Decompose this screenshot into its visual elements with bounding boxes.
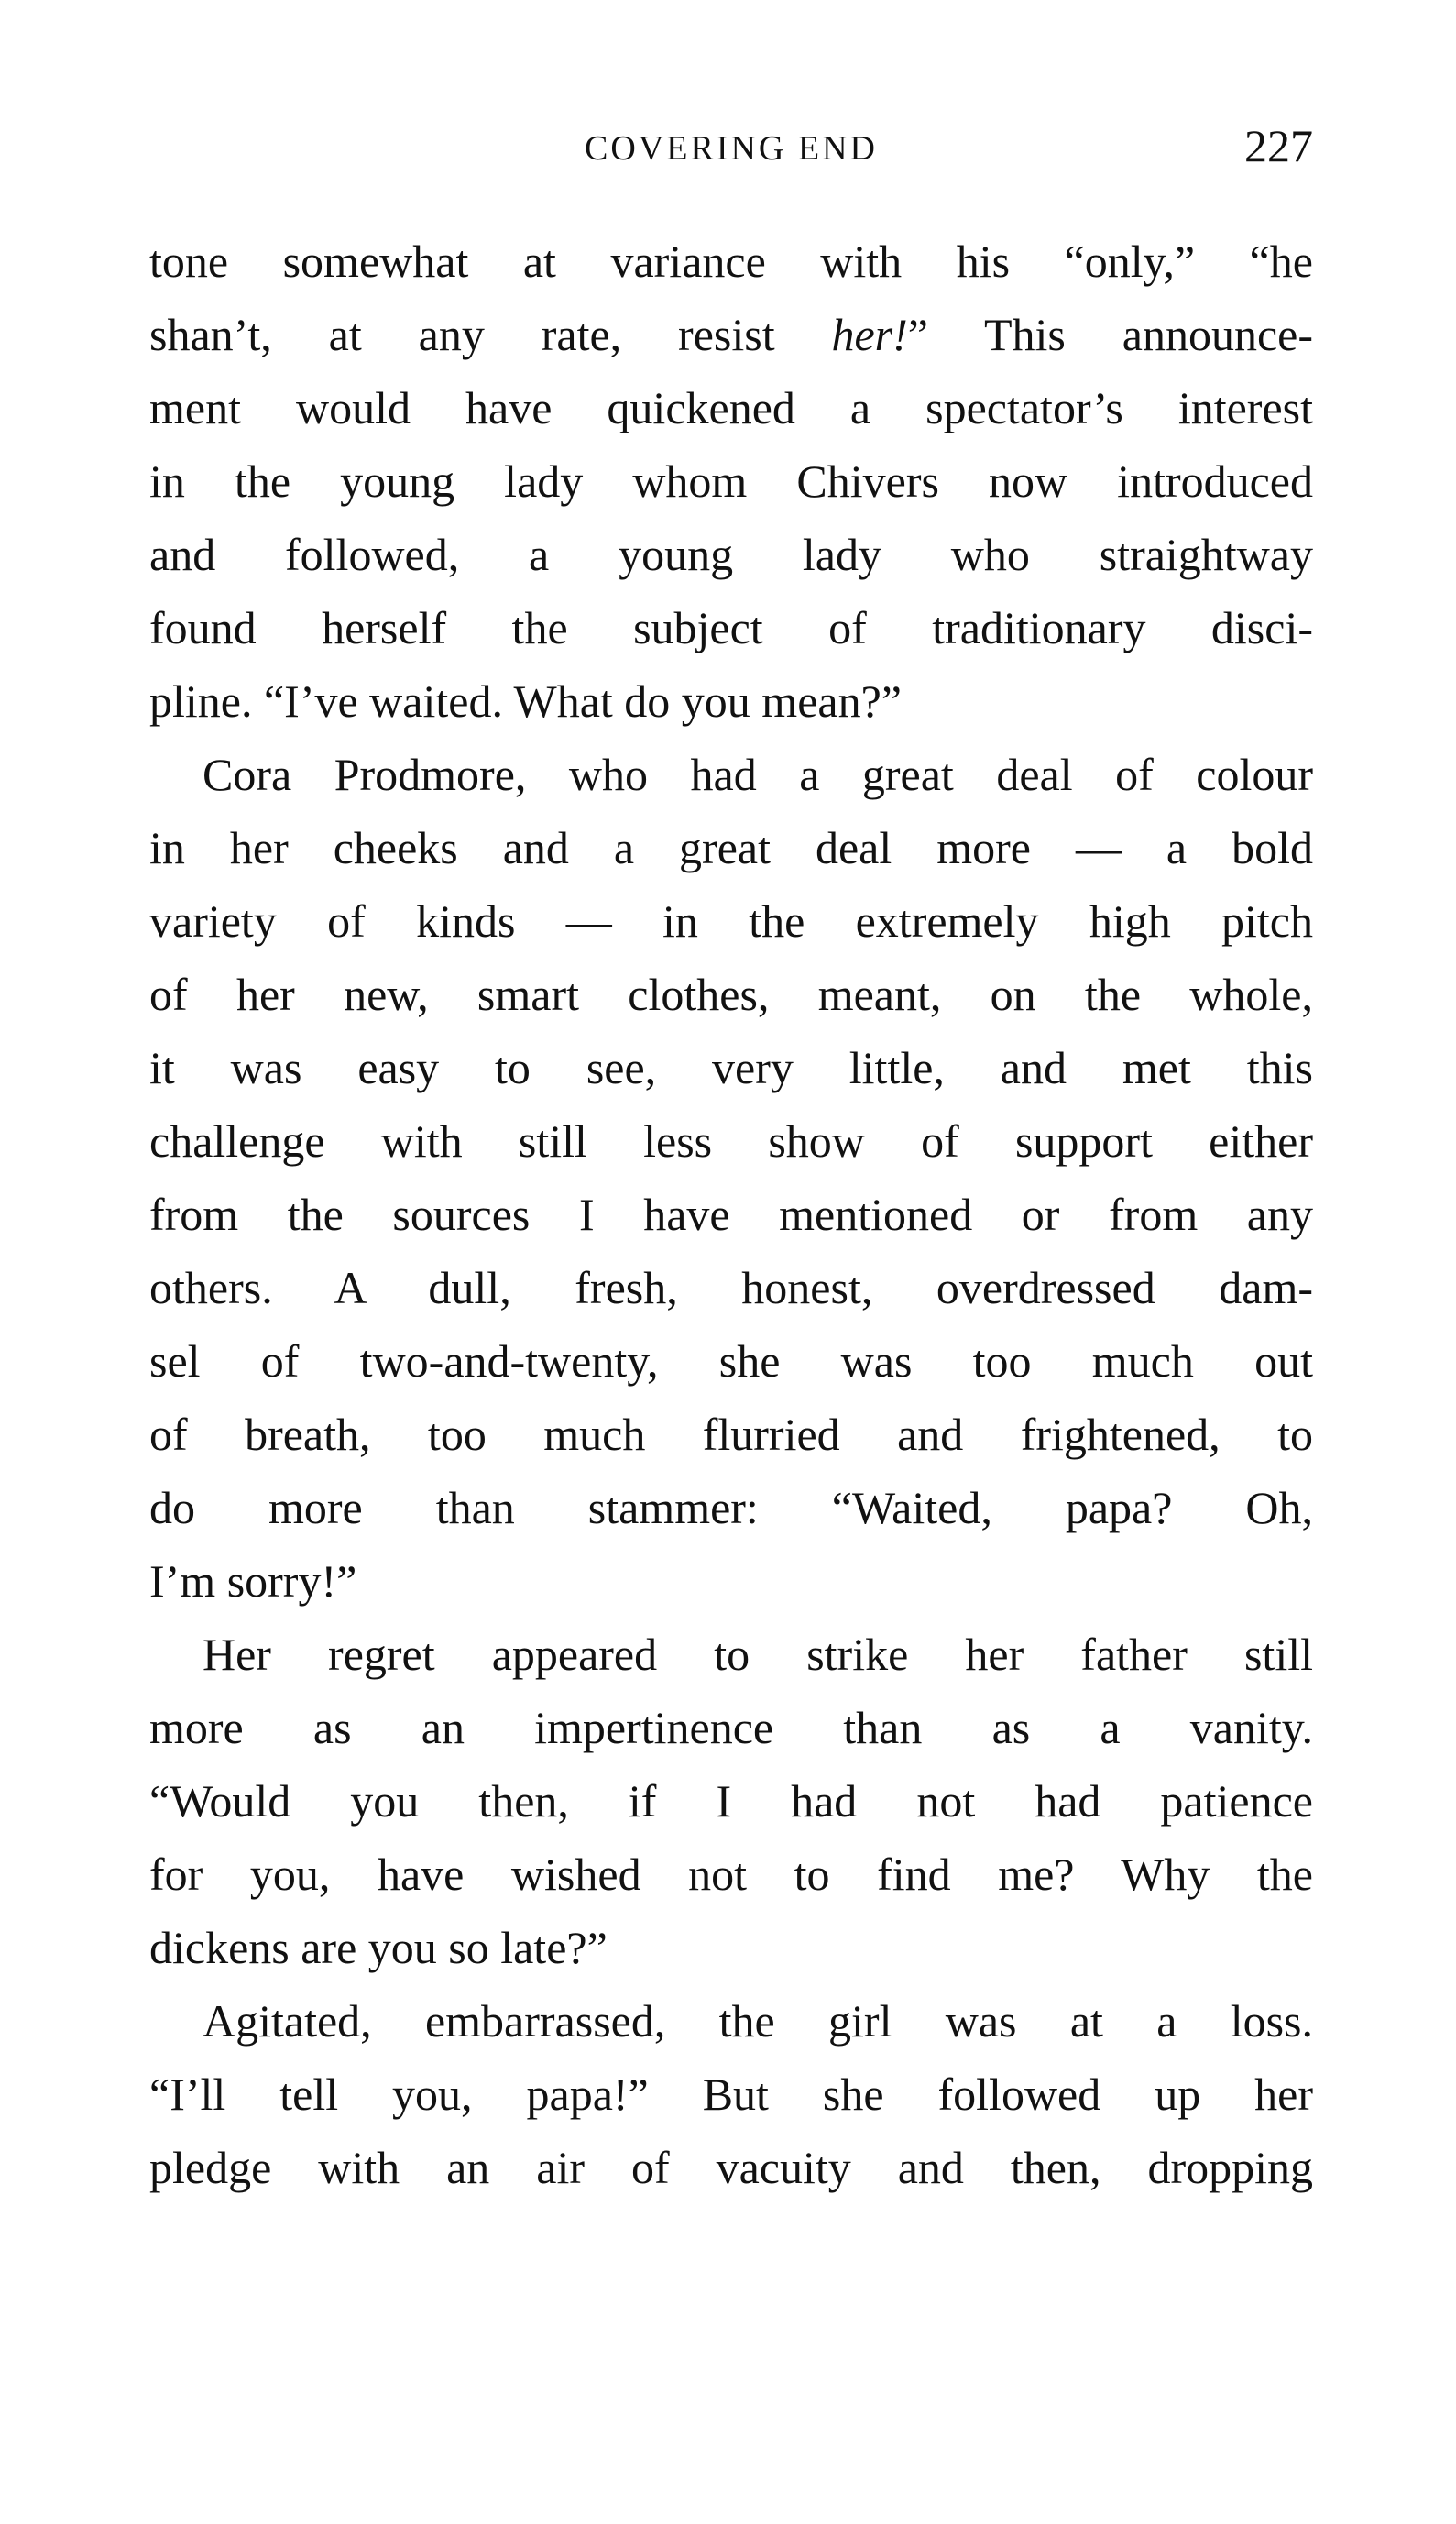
text-line: of breath, too much flurried and frightened, to (149, 1409, 1313, 1460)
text-line: sel of two-and-twenty, she was too much out (149, 1335, 1313, 1387)
text-line: do more than stammer: “Waited, papa? Oh, (149, 1482, 1313, 1533)
text-segment-italic: her! (831, 309, 908, 360)
body-text (149, 225, 1313, 2204)
text-line: from the sources I have mentioned or from any (149, 1189, 1313, 1240)
text-line: more as an impertinence than as a vanity. (149, 1702, 1313, 1753)
text-line: ment would have quickened a spectator’s interest (149, 382, 1313, 433)
text-line: “I’ll tell you, papa!” But she followed up her (149, 2069, 1313, 2120)
text-line: pline. “I’ve waited. What do you mean?” (149, 675, 902, 727)
text-line: pledge with an air of vacuity and then, dropping (149, 2142, 1313, 2193)
text-line: for you, have wished not to find me? Why the (149, 1849, 1313, 1900)
text-line: in her cheeks and a great deal more — a bold (149, 822, 1313, 873)
text-line: I’m sorry!” (149, 1555, 357, 1607)
text-line: Agitated, embarrassed, the girl was at a loss. (203, 1995, 1313, 2047)
text-line: Her regret appeared to strike her father still (203, 1629, 1313, 1680)
running-head (149, 119, 1313, 174)
text-line: in the young lady whom Chivers now introduced (149, 455, 1313, 507)
text-line (149, 298, 1313, 371)
text-line: dickens are you so late?” (149, 1922, 608, 1973)
text-line: it was easy to see, very little, and met this (149, 1042, 1313, 1093)
running-head-title: COVERING END (585, 129, 878, 168)
text-line: and followed, a young lady who straightway (149, 529, 1313, 580)
text-segment: shan’t, at any rate, resist (149, 309, 832, 360)
text-line: of her new, smart clothes, meant, on the whole, (149, 969, 1313, 1020)
text-segment: ” This announce- (907, 309, 1313, 360)
text-line: “Would you then, if I had not had patience (149, 1775, 1313, 1827)
page-number: 227 (1244, 120, 1313, 171)
text-line: challenge with still less show of support either (149, 1115, 1313, 1167)
text-line: found herself the subject of traditionary disci- (149, 602, 1313, 653)
text-line: tone somewhat at variance with his “only,” “he (149, 236, 1313, 287)
text-line: others. A dull, fresh, honest, overdressed dam- (149, 1262, 1313, 1313)
text-line: Cora Prodmore, who had a great deal of colour (203, 749, 1313, 800)
text-line: variety of kinds — in the extremely high pitch (149, 895, 1313, 947)
